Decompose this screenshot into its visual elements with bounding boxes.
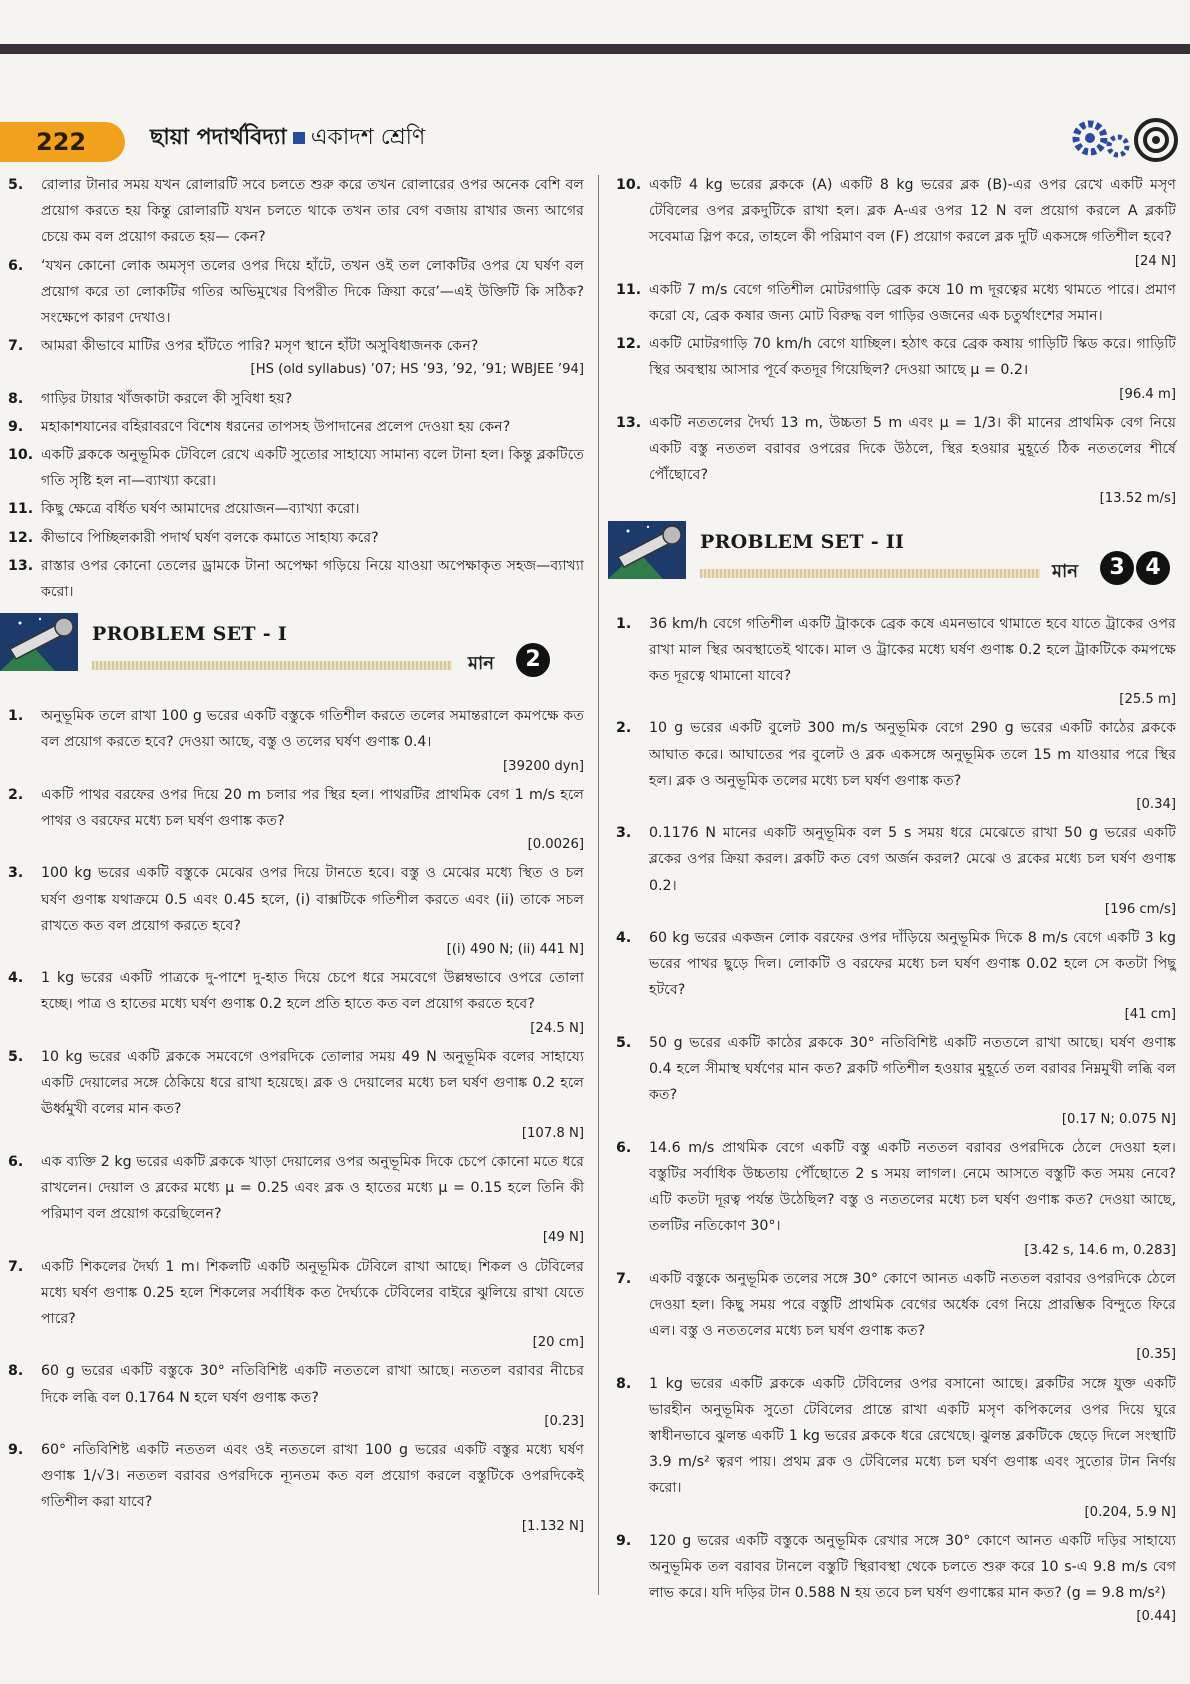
answer: [0.0026]	[527, 837, 584, 853]
answer: [0.34]	[1136, 797, 1176, 813]
answer: [96.4 m]	[1119, 386, 1176, 402]
answer: [25.5 m]	[1119, 692, 1176, 708]
ps2-question-5: 5. 50 g ভরের একটি কাঠের ব্লককে 30° নতিবিশিষ্ট একটি নততলে রাখা আছে। ঘর্ষণ গুণাঙ্ক 0.4 হলে সীমাস্থ ঘর্ষণের মান কত? ব্লকটি গতিশীল হওয়ার মুহূর্তে তল বরাবর নিম্নমুখী লব্ধি বল কত? [0.17 N; 0.075 N]	[616, 1030, 1176, 1133]
ps1-question-3: 3. 100 kg ভরের একটি বস্তুকে মেঝের ওপর দিয়ে টানতে হবে। বস্তু ও মেঝের মধ্যে স্থিত ও চল ঘর্ষণ গুণাঙ্ক যথাক্রমে 0.5 এবং 0.45 হলে, (i) বাক্সটিকে গতিশীল করতে এবং (ii) তাকে সচল রাখতে কত বল প্রয়োগ করতে হবে? [(i) 490 N; (ii) 441 N]	[8, 860, 584, 963]
answer: [39200 dyn]	[503, 758, 584, 774]
ps1-question-13: 13. একটি নততলের দৈর্ঘ্য 13 m, উচ্চতা 5 m এবং μ = 1/3। কী মানের প্রাথমিক বেগ নিয়ে একটি বস্তু নততল বরাবর ওপরের দিকে উঠলে, স্থির হওয়ার মুহূর্তে ঠিক নততলের শীর্ষে পৌঁছোবে? [13.52 m/s]	[616, 410, 1176, 513]
answer: [24.5 N]	[530, 1020, 584, 1036]
ps1-question-11: 11. একটি 7 m/s বেগে গতিশীল মোটরগাড়ি ব্রেক কষে 10 m দূরত্বের মধ্যে থামতে পারে। প্রমাণ করো যে, ব্রেক কষার জন্য মোট বিরুদ্ধ বল গাড়ির ওজনের এক চতুর্থাংশের সমান।	[616, 281, 1176, 325]
heading-bar	[92, 661, 452, 670]
answer: [3.42 s, 14.6 m, 0.283]	[1024, 1242, 1176, 1258]
marks-label: মান	[1052, 560, 1078, 582]
question-11: 11. কিছু ক্ষেত্রে বর্ধিত ঘর্ষণ আমাদের প্রয়োজন—ব্যাখ্যা করো।	[8, 501, 360, 518]
ps2-question-8: 8. 1 kg ভরের একটি ব্লককে একটি টেবিলের ওপর বসানো আছে। ব্লকটির সঙ্গে যুক্ত একটি ভারহীন অনুভূমিক সুতো টেবিলের প্রান্তে রাখা একটি মসৃণ কপিকলের ওপর দিয়ে ঘুরে স্বাধীনভাবে ঝুলন্ত একটি 1 kg ভরের ব্লককে ধরে রেখেছে। ঝুলন্ত ব্লকটিকে ছেড়ে দিলে সংস্থাটি 3.9 m/s² ত্বরণ পায়। প্রথম ব্লক ও টেবিলের মধ্যে চল ঘর্ষণ গুণাঙ্ক এবং সুতোর টান নির্ণয় করো। [0.204, 5.9 N]	[616, 1371, 1176, 1526]
question-5: 5. রোলার টানার সময় যখন রোলারটি সবে চলতে শুরু করে তখন রোলারের ওপর অনেক বেশি বল প্রয়োগ করতে হয় কিন্তু রোলারটি যখন চলতে থাকে তখন তার বেগ বজায় রাখার জন্য আগের চেয়ে কম বল প্রয়োগ করতে হয়— কেন?	[8, 177, 584, 246]
conceptual-questions-list	[8, 172, 584, 605]
gears-icon	[1060, 114, 1180, 166]
page-number: 222	[0, 122, 125, 162]
answer: [49 N]	[542, 1230, 584, 1246]
ps2-question-4: 4. 60 kg ভরের একজন লোক বরফের ওপর দাঁড়িয়ে অনুভূমিক দিকে 8 m/s বেগে একটি 3 kg ভরের পাথর ছুড়ে দিল। লোকটি ও বরফের মধ্যে চল ঘর্ষণ গুণাঙ্ক 0.02 হলে সে কতটা পিছু হটবে? [41 cm]	[616, 925, 1176, 1028]
ps2-question-2: 2. 10 g ভরের একটি বুলেট 300 m/s অনুভূমিক বেগে 290 g ভরের একটি কাঠের ব্লককে আঘাত করে। আঘাতের পর বুলেট ও ব্লক একসঙ্গে অনুভূমিক তলে 15 m যাওয়ার পরে স্থির হল। ব্লক ও অনুভূমিক তলের মধ্যে চল ঘর্ষণ গুণাঙ্ক কত? [0.34]	[616, 715, 1176, 818]
ps1-question-8: 8. 60 g ভরের একটি বস্তুকে 30° নতিবিশিষ্ট একটি নততলে রাখা আছে। নততল বরাবর নীচের দিকে লব্ধি বল 0.1764 N হলে ঘর্ষণ গুণাঙ্ক কত? [0.23]	[8, 1358, 584, 1435]
problem-set-2-list	[616, 611, 1176, 1631]
question-6: 6. ‘যখন কোনো লোক অমসৃণ তলের ওপর দিয়ে হাঁটে, তখন ওই তল লোকটির ওপর যে ঘর্ষণ বল প্রয়োগ করে তা লোকটির গতির অভিমুখের বিপরীত দিকে ক্রিয়া করে’—এই উক্তিটি কি সঠিক? সংক্ষেপে কারণ দেখাও।	[8, 257, 584, 327]
column-divider	[598, 175, 599, 1595]
answer: [0.17 N; 0.075 N]	[1061, 1111, 1176, 1127]
ps2-question-7: 7. একটি বস্তুকে অনুভূমিক তলের সঙ্গে 30° কোণে আনত একটি নততল বরাবর ওপরদিকে ঠেলে দেওয়া হল। কিছু সময় পরে বস্তুটি প্রাথমিক বেগের অর্ধেক বেগ নিয়ে প্রারম্ভিক বিন্দুতে ফিরে এল। বস্তু ও নততলের মধ্যে চল ঘর্ষণ গুণাঙ্ক কত? [0.35]	[616, 1266, 1176, 1369]
question-12: 12. কীভাবে পিচ্ছিলকারী পদার্থ ঘর্ষণ বলকে কমাতে সাহায্য করে?	[8, 529, 379, 546]
problem-set-1-heading	[8, 613, 584, 695]
class-label: একাদশ শ্রেণি	[310, 125, 426, 150]
ps1-question-1: 1. অনুভূমিক তলে রাখা 100 g ভরের একটি বস্তুকে গতিশীল করতে তলের সমান্তরালে কমপক্ষে কত বল প্রয়োগ করতে হবে? দেওয়া আছে, বস্তু ও তলের ঘর্ষণ গুণাঙ্ক 0.4। [39200 dyn]	[8, 703, 584, 780]
answer: [(i) 490 N; (ii) 441 N]	[446, 942, 584, 958]
question-10: 10. একটি ব্লককে অনুভূমিক টেবিলে রেখে একটি সুতোর সাহায্যে সামান্য বলে টানা হল। কিন্তু ব্লকটিতে গতি সৃষ্টি হল না—ব্যাখ্যা করো।	[8, 447, 584, 490]
answer: [196 cm/s]	[1104, 901, 1176, 917]
problem-set-2-title: PROBLEM SET - II	[700, 530, 905, 553]
answer: [1.132 N]	[521, 1518, 584, 1534]
marks-badge-4: 4	[1136, 551, 1170, 585]
ps2-question-9: 9. 120 g ভরের একটি বস্তুকে অনুভূমিক রেখার সঙ্গে 30° কোণে আনত একটি দড়ির সাহায্যে অনুভূমিক তল বরাবর টানলে বস্তুটি স্থিরাবস্থা থেকে চলতে শুরু করে 10 s-এ 9.8 m/s বেগ লাভ করে। যদি দড়ির টান 0.588 N হয় তবে চল ঘর্ষণ গুণাঙ্কের মান কত? (g = 9.8 m/s²) [0.44]	[616, 1528, 1176, 1631]
separator-square-icon	[293, 132, 305, 144]
ps1-question-9: 9. 60° নতিবিশিষ্ট একটি নততল এবং ওই নততলে রাখা 100 g ভরের একটি বস্তুর মধ্যে ঘর্ষণ গুণাঙ্ক 1/√3। নততল বরাবর ওপরদিকে ন্যূনতম কত বল প্রয়োগ করলে বস্তুটিকে ওপরদিকেই গতিশীল করা যাবে? [1.132 N]	[8, 1437, 584, 1540]
exam-reference: [HS (old syllabus) ’07; HS ’93, ’92, ’91; WBJEE ’94]	[250, 362, 584, 378]
answer: [0.23]	[544, 1413, 584, 1429]
right-column	[616, 172, 1176, 1633]
problem-set-1-list	[8, 703, 584, 1540]
answer: [0.204, 5.9 N]	[1084, 1504, 1176, 1520]
question-8: 8. গাড়ির টায়ার খাঁজকাটা করলে কী সুবিধা হয়?	[8, 390, 293, 407]
question-7: 7. আমরা কীভাবে মাটির ওপর হাঁটতে পারি? মসৃণ স্থানে হাঁটা অসুবিধাজনক কেন? [HS (old syllabus) ’07; HS ’93, ’92, ’91; WBJEE ’94]	[8, 333, 584, 383]
heading-bar	[700, 569, 1040, 578]
question-13: 13. রাস্তার ওপর কোনো তেলের ড্রামকে টানা অপেক্ষা গড়িয়ে নিয়ে যাওয়া অপেক্ষাকৃত সহজ—ব্যাখ্যা করো।	[8, 557, 584, 601]
telescope-icon	[0, 613, 78, 671]
question-9: 9. মহাকাশযানের বহিরাবরণে বিশেষ ধরনের তাপসহ উপাদানের প্রলেপ দেওয়া হয় কেন?	[8, 418, 511, 435]
problem-set-1-title: PROBLEM SET - I	[92, 623, 288, 646]
running-title	[150, 120, 425, 157]
ps1-question-6: 6. এক ব্যক্তি 2 kg ভরের একটি ব্লককে খাড়া দেয়ালের ওপর অনুভূমিক দিকে চেপে কোনো মতে ধরে রাখলেন। দেয়াল ও ব্লকের মধ্যে μ = 0.25 এবং ব্লক ও হাতের মধ্যে μ = 0.15 হলে তিনি কী পরিমাণ বল প্রয়োগ করেছিলেন? [49 N]	[8, 1149, 584, 1252]
ps1-question-5: 5. 10 kg ভরের একটি ব্লককে সমবেগে ওপরদিকে তোলার সময় 49 N অনুভূমিক বলের সাহায্যে একটি দেয়ালের সঙ্গে ঠেকিয়ে ধরে রাখা হয়েছে। ব্লক ও দেয়ালের মধ্যে চল ঘর্ষণ গুণাঙ্ক 0.2 হলে ঊর্ধ্বমুখী বলের মান কত? [107.8 N]	[8, 1044, 584, 1147]
answer: [41 cm]	[1124, 1006, 1176, 1022]
ps1-question-2: 2. একটি পাথর বরফের ওপর দিয়ে 20 m চলার পর স্থির হল। পাথরটির প্রাথমিক বেগ 1 m/s হলে পাথর ও বরফের মধ্যে চল ঘর্ষণ গুণাঙ্ক কত? [0.0026]	[8, 782, 584, 859]
ps2-question-3: 3. 0.1176 N মানের একটি অনুভূমিক বল 5 s সময় ধরে মেঝেতে রাখা 50 g ভরের একটি ব্লকের ওপর ক্রিয়া করল। ব্লকটি কত বেগ অর্জন করল? মেঝে ও ব্লকের মধ্যে চল ঘর্ষণ গুণাঙ্ক 0.2। [196 cm/s]	[616, 820, 1176, 923]
ps2-question-1: 1. 36 km/h বেগে গতিশীল একটি ট্রাককে ব্রেক কষে এমনভাবে থামাতে হবে যাতে ট্রাকের ওপর রাখা মাল স্থির অবস্থাতেই থাকে। মাল ও ট্রাকের মধ্যে ঘর্ষণ গুণাঙ্ক 0.2 হলে ট্রাকটিকে কমপক্ষে কত দূরত্বে থামানো যাবে? [25.5 m]	[616, 611, 1176, 714]
answer: [107.8 N]	[521, 1125, 584, 1141]
marks-badge: 2	[516, 643, 550, 677]
answer: [0.35]	[1136, 1347, 1176, 1363]
ps2-question-6: 6. 14.6 m/s প্রাথমিক বেগে একটি বস্তু একটি নততল বরাবর ওপরদিকে ঠেলে দেওয়া হল। বস্তুটির সর্বাধিক উচ্চতায় পৌঁছোতে 2 s সময় লাগল। নেমে আসতে বস্তুটি কত সময় নেবে? এটি কতটা দূরত্ব পর্যন্ত উঠেছিল? বস্তু ও নততলের মধ্যে চল ঘর্ষণ গুণাঙ্ক কত? দেওয়া আছে, তলটির নতিকোণ 30°। [3.42 s, 14.6 m, 0.283]	[616, 1135, 1176, 1264]
ps1-question-7: 7. একটি শিকলের দৈর্ঘ্য 1 m। শিকলটি একটি অনুভূমিক টেবিলে রাখা আছে। শিকল ও টেবিলের মধ্যে ঘর্ষণ গুণাঙ্ক 0.25 হলে শিকলের সর্বাধিক কত দৈর্ঘ্যকে টেবিলের বাইরে ঝুলিয়ে রাখা যেতে পারে? [20 cm]	[8, 1254, 584, 1357]
page-top-edge	[0, 44, 1190, 54]
answer: [13.52 m/s]	[1099, 491, 1176, 507]
marks-badge-3: 3	[1100, 551, 1134, 585]
marks-label: মান	[468, 653, 494, 675]
answer: [0.44]	[1136, 1609, 1176, 1625]
answer: [24 N]	[1134, 253, 1176, 269]
ps1-continued-list	[616, 172, 1176, 513]
ps1-question-12: 12. একটি মোটরগাড়ি 70 km/h বেগে যাচ্ছিল। হঠাৎ করে ব্রেক কষায় গাড়িটি স্কিড করে। গাড়িটি স্থির অবস্থায় আসার পূর্বে কতদূর গিয়েছিল? দেওয়া আছে μ = 0.2। [96.4 m]	[616, 331, 1176, 408]
telescope-icon	[608, 521, 686, 579]
page-header	[0, 112, 1190, 168]
ps1-question-4: 4. 1 kg ভরের একটি পাত্রকে দু-পাশে দু-হাত দিয়ে চেপে ধরে সমবেগে উল্লম্বভাবে ওপরে তোলা হচ্ছে। পাত্র ও হাতের মধ্যে ঘর্ষণ গুণাঙ্ক 0.2 হলে প্রতি হাতে কত বল প্রয়োগ করতে হবে? [24.5 N]	[8, 965, 584, 1042]
problem-set-2-heading	[616, 521, 1176, 603]
answer: [20 cm]	[532, 1335, 584, 1351]
ps1-question-10: 10. একটি 4 kg ভরের ব্লককে (A) একটি 8 kg ভরের ব্লক (B)-এর ওপর রেখে একটি মসৃণ টেবিলের ওপর ব্লকদুটিকে রাখা হল। ব্লক A-এর ওপর 12 N বল প্রয়োগ করলে A ব্লকটি সবেমাত্র স্লিপ করে, তাহলে কী পরিমাণ বল (F) প্রয়োগ করলে ব্লক দুটি একসঙ্গে গতিশীল হবে? [24 N]	[616, 172, 1176, 275]
left-column	[8, 172, 584, 1542]
book-title: ছায়া পদার্থবিদ্যা	[150, 125, 287, 150]
